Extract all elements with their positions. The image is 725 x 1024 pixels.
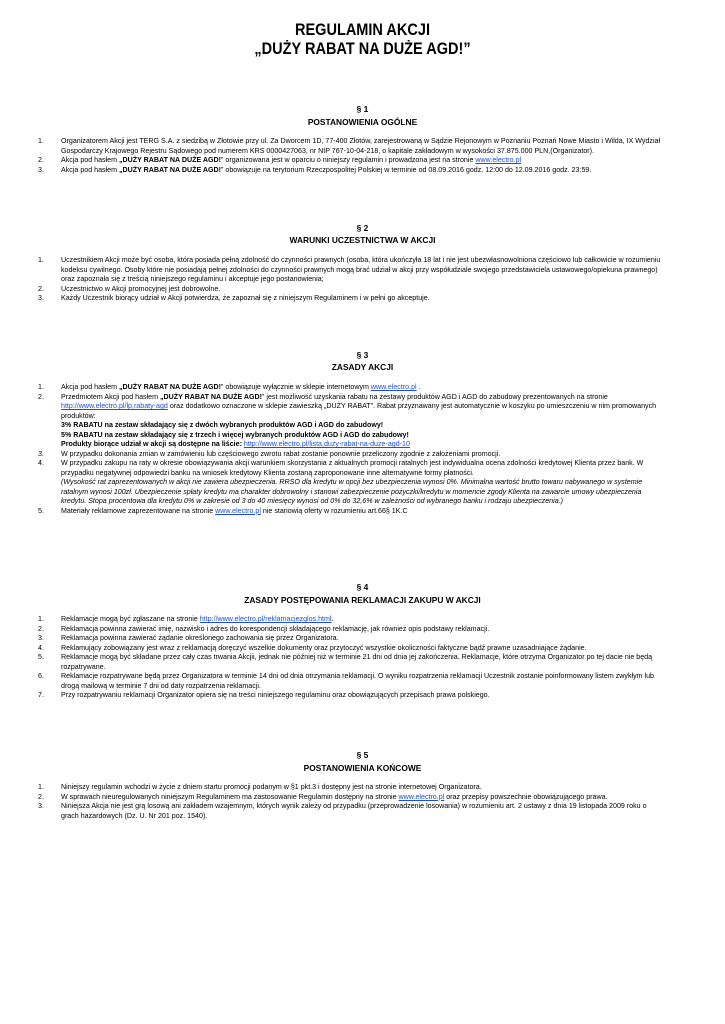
- list-item: 4. Reklamujący zobowiązany jest wraz z reklamacją doręczyć wszelkie dokumenty oraz przytoczyć wszystkie okoliczności faktyczne bądź prawne uzasadniające żądanie.: [38, 643, 587, 652]
- list-item: 3. Niniejsza Akcja nie jest grą losową ani zakładem wzajemnym, których wynik zależy od przypadku (przeprowadzenie losowania) w rozumieniu art. 2 ustawy z dnia 19 listopada 2009 roku o grach hazardowych (Dz. U. Nr 201 poz. 1540).: [38, 802, 647, 820]
- list-item: 1. Niniejszy regulamin wchodzi w życie z dniem startu promocji podanym w §1 pkt.3 i dostępny jest na stronie internetowej Organizatora.: [38, 783, 482, 791]
- section-4-list: [0, 615, 661, 701]
- list-item: 3. W przypadku dokonania zmian w zamówieniu lub częściowego zwrotu rabat zostanie ponownie przeliczony zgodnie z założeniami promocji.: [38, 449, 501, 458]
- electro-link[interactable]: www.electro.pl: [215, 506, 261, 515]
- reklamacje-link[interactable]: http://www.electro.pl/reklamacjezglos.html: [199, 615, 332, 623]
- section-1-list: [0, 137, 661, 175]
- section-2-number: § 2: [356, 223, 369, 233]
- section-1-number: § 1: [356, 104, 369, 114]
- list-item: 1. Reklamacje mogą być zgłaszane na stronie http://www.electro.pl/reklamacjezglos.html.: [38, 615, 334, 623]
- section-1-title: POSTANOWIENIA OGÓLNE: [307, 117, 418, 127]
- electro-link[interactable]: www.electro.pl: [398, 792, 445, 801]
- list-item: 3. Akcja pod hasłem „DUŻY RABAT NA DUŻE AGD!” obowiązuje na terytorium Rzeczpospolitej Polskiej w terminie od 08.09.2016 godz. 12:00 do 12.09.2016 godz. 23:59.: [38, 165, 592, 174]
- section-4-title: ZASADY POSTĘPOWANIA REKLAMACJI ZAKUPU W AKCJI: [244, 595, 481, 605]
- list-item: 1. Akcja pod hasłem „DUŻY RABAT NA DUŻE AGD!” obowiązuje wyłącznie w sklepie internetowym www.electro.pl .: [38, 383, 421, 391]
- list-item: 2. Reklamacja powinna zawierać imię, nazwisko i adres do korespondencji składającego reklamację, jak również opis podstawy reklamacji.: [38, 624, 490, 633]
- electro-link[interactable]: www.electro.pl: [475, 156, 522, 164]
- list-item: 1. Organizatorem Akcji jest TERG S.A. z siedzibą w Złotowie przy ul. Za Dworcem 1D, 77-400 Złotów, zarejestrowaną w Sądzie Rejonowym w Poznaniu Poznań Nowe Miasto i Wilda, IX Wydział Gospodarczy Krajowego Rejestru Sądowego pod numerem KRS 0000427063, nr NIP 767-10-04-218, o kapitale zakładowym w wysokości 37.875.000 PLN,(Organizator).: [38, 137, 661, 155]
- list-item: 6. Reklamacje rozpatrywane będą przez Organizatora w terminie 14 dni od dnia otrzymania reklamacji. O wyniku rozpatrzenia reklamacji Uczestnik zostanie poinformowany listem zwykłym lub drogą mailową w terminie 7 dni od daty rozpatrzenia reklamacji.: [38, 672, 654, 690]
- electro-link[interactable]: www.electro.pl: [370, 383, 417, 391]
- product-list-link[interactable]: http://www.electro.pl/lista,duzy-rabat-na-duze-agd-10: [243, 440, 410, 448]
- discount-5-percent: 5% RABATU na zestaw składający się z trzech i więcej wybranych produktów AGD i AGD do zabudowy!: [61, 430, 409, 439]
- list-item: 5. Materiały reklamowe zaprezentowane na stronie www.electro.pl nie stanowią oferty w rozumieniu art.66§ 1K.C: [38, 506, 408, 515]
- document-subtitle: „DUŻY RABAT NA DUŻE AGD!”: [254, 40, 471, 58]
- section-2-list: [0, 256, 661, 304]
- discount-3-percent: 3% RABATU na zestaw składający się z dwóch wybranych produktów AGD i AGD do zabudowy!: [61, 421, 384, 429]
- list-item: 2. Przedmiotem Akcji pod hasłem „DUŻY RABAT NA DUŻE AGD!” jest możliwość uzyskania rabatu na zestawy produktów AGD i AGD do zabudowy prezentowanych na stronie http://www.electro.pl/lp,rabaty-agd oraz dodatkowo oznaczone w sklepie zawieszką „DUŻY RABAT”. Rabat przyznawany jest automatycznie w koszyku po umieszczeniu w nim promowanych produktów: 3% RABATU na zestaw składający się z dwóch wybranych produktów AGD i AGD do zabudowy! 5% RABATU na zestaw składający się z trzech i więcej wybranych produktów AGD i AGD do zabudowy! Produkty biorące udział w akcji są dostępne na liście: http://www.electro.pl/lista,duzy-rabat-na-duze-agd-10: [0, 393, 661, 450]
- document-title: REGULAMIN AKCJI: [295, 21, 430, 39]
- section-5-list: [0, 783, 661, 821]
- list-item: 1. Uczestnikiem Akcji może być osoba, która posiada pełną zdolność do czynności prawnych (osoba, która ukończyła 18 lat i nie jest ubezwłasnowolniona częściowo lub całkowicie w rozumieniu kodeksu cywilnego. Osoby które nie posiadają pełnej zdolności do czynności prawnych mogą brać udział w akcji przy współudziale swojego przedstawiciela ustawowego/opiekuna prawnego) oraz zapoznała się z treścią niniejszego regulaminu i akceptuje jego postanowienia;: [38, 256, 661, 283]
- section-3-number: § 3: [356, 350, 369, 360]
- list-item: 5. Reklamacje mogą być składane przez cały czas trwania Akcjii, jednak nie później niż w terminie 21 dni od dnia jej zakończenia. Reklamacje, które otrzyma Organizator po tej dacie nie będą rozpatrywane.: [38, 653, 653, 671]
- installment-note: (Wysokość rat zaprezentowanych w akcji nie zawiera ubezpieczenia. RRSO dla kredytu w opcji bez ubezpieczenia wynosi 0%. Minimalna wartość brutto towaru nabywanego w systemie ratalnym wynosi 100zł. Ubezpieczenie spłaty kredytu ma charakter dobrowolny i stanowi zabezpieczenie pożyczki/kredytu w momencie zgody Klienta na zawarcie umowy ubezpieczenia kredytu. Stopa procentowa dla kredytu 0% w zakresie od 3 do 40 miesięcy wynosi od 0% do 32,6% w zależności od wybranego banku i rodzaju ubezpieczenia.): [61, 478, 643, 505]
- section-3-title: ZASADY AKCJI: [331, 362, 394, 372]
- section-3-list: [0, 383, 661, 516]
- list-item: 3. Każdy Uczestnik biorący udział w Akcji potwierdza, że zapoznał się z niniejszym Regulaminem i w pełni go akceptuje.: [38, 294, 430, 302]
- section-2-title: WARUNKI UCZESTNICTWA W AKCJI: [289, 235, 436, 245]
- list-item: 4. W przypadku zakupu na raty w okresie obowiązywania akcji warunkiem skorzystania z aktualnych promocji ratalnych jest indywidualna ocena zdolności kredytowej Klienta przez bank. W przypadku negatywnej odpowiedzi banku na wniosek kredytowy Klienta zostaną zaproponowane inne alternatywne formy płatności. (Wysokość rat zaprezentowanych w akcji nie zawiera ubezpieczenia. RRSO dla kredytu w opcji bez ubezpieczenia wynosi 0%. Minimalna wartość brutto towaru nabywanego w systemie ratalnym wynosi 100zł. Ubezpieczenie spłaty kredytu ma charakter dobrowolny i stanowi zabezpieczenie pożyczki/kredytu w momencie zgody Klienta na zawarcie umowy ubezpieczenia kredytu. Stopa procentowa dla kredytu 0% w zakresie od 3 do 40 miesięcy wynosi od 0% do 32,6% w zależności od wybranego banku i rodzaju ubezpieczenia.): [0, 459, 661, 507]
- section-4-number: § 4: [356, 582, 369, 592]
- list-item: 3. Reklamacja powinna zawierać żądanie określonego zachowania się przez Organizatora.: [38, 634, 339, 642]
- section-5-number: § 5: [356, 750, 369, 760]
- rabaty-agd-link[interactable]: http://www.electro.pl/lp,rabaty-agd: [61, 402, 168, 410]
- list-item: 2. W sprawach nieuregulowanych niniejszym Regulaminem ma zastosowanie Regulamin dostępny na stronie www.electro.pl oraz przepisy powszechnie obowiązującego prawa.: [38, 792, 608, 801]
- list-item: 2. Uczestnictwo w Akcji promocyjnej jest dobrowolne.: [38, 284, 221, 293]
- section-5-title: POSTANOWIENIA KOŃCOWE: [303, 763, 422, 773]
- list-item: 2. Akcja pod hasłem „DUŻY RABAT NA DUŻE AGD!” organizowana jest w oparciu o niniejszy regulamin i prowadzona jest na stronie www.electro.pl: [38, 156, 522, 164]
- list-item: 7. Przy rozpatrywaniu reklamacji Organizator opiera się na treści niniejszego regulaminu oraz obowiązujących przepisach prawa polskiego.: [38, 691, 490, 699]
